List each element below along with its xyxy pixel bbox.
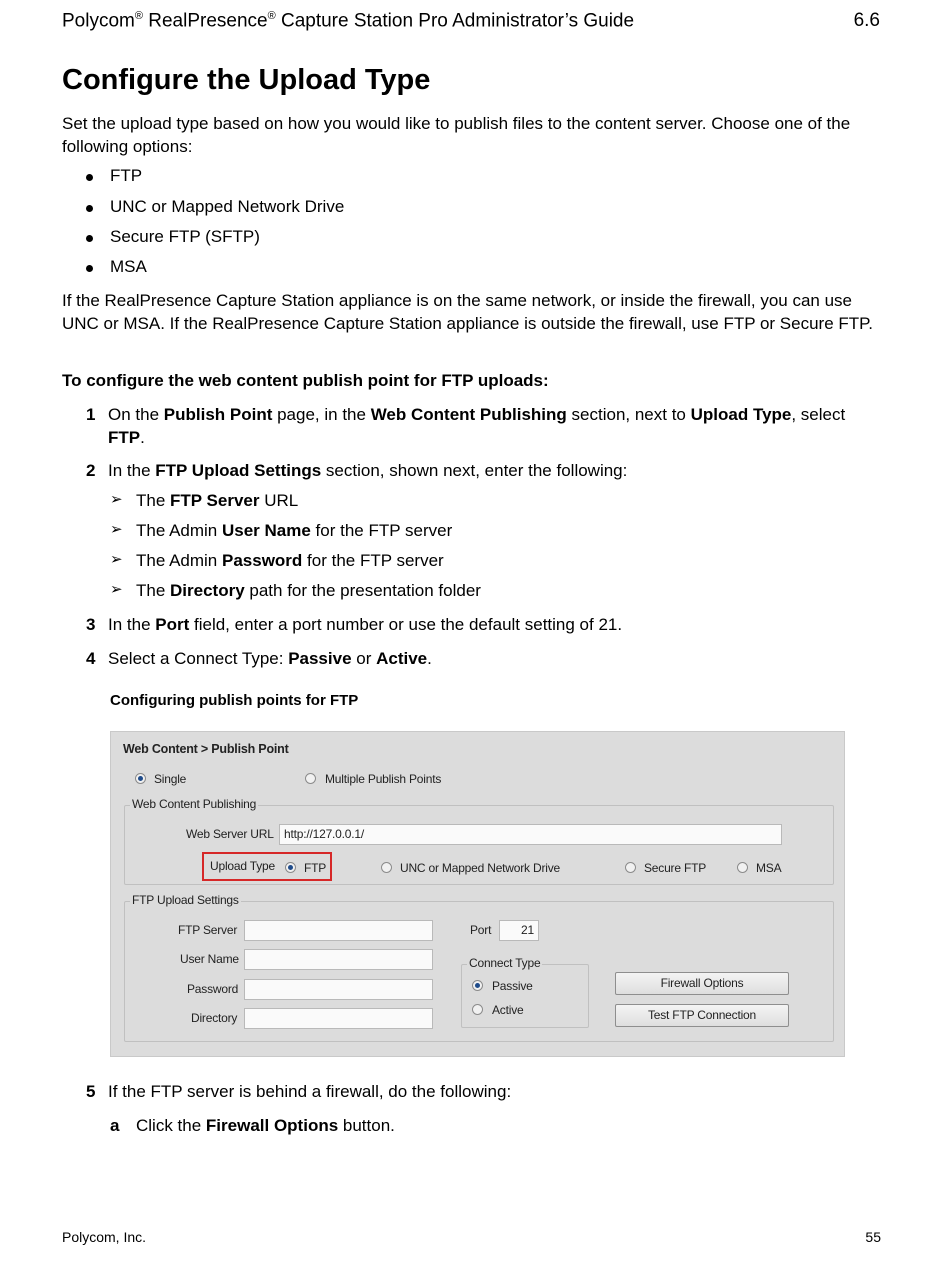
step-1: 1 On the Publish Point page, in the Web Content Publishing section, next to Upload Type, select FTP.: [86, 405, 846, 447]
directory-label: Directory: [191, 1011, 238, 1025]
running-header-title: Polycom® RealPresence® Capture Station Pro Administrator’s Guide: [62, 10, 635, 32]
upload-type-ftp-label: FTP: [304, 861, 327, 875]
ftp-server-input[interactable]: [244, 920, 433, 941]
network-note: If the RealPresence Capture Station appliance is on the same network, or inside the firewall, you can use UNC or MSA. If the RealPresence Capture Station appliance is outside the firewall, use FTP or Secure FTP.: [62, 291, 874, 333]
active-label: Active: [492, 1003, 524, 1017]
section-heading: Configure the Upload Type: [62, 64, 431, 96]
test-ftp-connection-button[interactable]: Test FTP Connection: [615, 1004, 789, 1027]
screenshot-breadcrumb: Web Content > Publish Point: [123, 742, 289, 756]
option-item: FTP: [110, 166, 142, 186]
user-name-label: User Name: [180, 952, 239, 966]
active-radio[interactable]: [472, 1004, 483, 1015]
connect-type-title: Connect Type: [469, 956, 541, 970]
user-name-input[interactable]: [244, 949, 433, 970]
publish-point-screenshot: [110, 731, 845, 1057]
ftp-upload-settings-title: FTP Upload Settings: [132, 893, 239, 907]
option-item: MSA: [110, 257, 147, 277]
password-input[interactable]: [244, 979, 433, 1000]
step-5: 5 If the FTP server is behind a firewall, do the following:: [86, 1082, 512, 1101]
sub-item: ➢ The FTP Server URL: [110, 491, 299, 510]
intro-paragraph: Set the upload type based on how you would like to publish files to the content server. Choose one of the following options:: [62, 114, 851, 156]
option-item: UNC or Mapped Network Drive: [110, 197, 344, 217]
web-content-publishing-title: Web Content Publishing: [132, 797, 257, 811]
upload-type-ftp-radio[interactable]: [285, 862, 296, 873]
running-header-version: 6.6: [853, 10, 880, 31]
upload-type-unc-label: UNC or Mapped Network Drive: [400, 861, 560, 875]
directory-input[interactable]: [244, 1008, 433, 1029]
port-label: Port: [470, 923, 492, 937]
sub-item: ➢ The Directory path for the presentation folder: [110, 581, 481, 600]
upload-type-sftp-label: Secure FTP: [644, 861, 707, 875]
upload-type-msa-label: MSA: [756, 861, 782, 875]
option-item: Secure FTP (SFTP): [110, 227, 260, 247]
footer-page-number: 55: [865, 1229, 881, 1245]
procedure-title: To configure the web content publish point for FTP uploads:: [62, 371, 549, 390]
single-radio[interactable]: [135, 773, 146, 784]
single-label: Single: [154, 772, 187, 786]
step-2: 2 In the FTP Upload Settings section, shown next, enter the following:: [86, 461, 628, 480]
multiple-radio[interactable]: [305, 773, 316, 784]
step-3: 3 In the Port field, enter a port number or use the default setting of 21.: [86, 615, 623, 634]
upload-type-label: Upload Type: [210, 859, 275, 873]
password-label: Password: [187, 982, 239, 996]
firewall-options-button[interactable]: Firewall Options: [615, 972, 789, 995]
passive-label: Passive: [492, 979, 533, 993]
connect-type-group: [461, 964, 589, 1028]
web-server-url-input[interactable]: http://127.0.0.1/: [279, 824, 782, 845]
figure-caption: Configuring publish points for FTP: [110, 692, 359, 709]
sub-item: ➢ The Admin Password for the FTP server: [110, 551, 444, 570]
sub-item: ➢ The Admin User Name for the FTP server: [110, 521, 453, 540]
footer-company: Polycom, Inc.: [62, 1229, 147, 1245]
port-input[interactable]: 21: [499, 920, 539, 941]
step-4: 4 Select a Connect Type: Passive or Active.: [86, 649, 432, 668]
web-server-url-label: Web Server URL: [186, 827, 274, 841]
upload-type-unc-radio[interactable]: [381, 862, 392, 873]
upload-type-sftp-radio[interactable]: [625, 862, 636, 873]
multiple-label: Multiple Publish Points: [325, 772, 442, 786]
step-5a: a Click the Firewall Options button.: [110, 1116, 395, 1135]
ftp-server-label: FTP Server: [178, 923, 238, 937]
upload-type-msa-radio[interactable]: [737, 862, 748, 873]
passive-radio[interactable]: [472, 980, 483, 991]
